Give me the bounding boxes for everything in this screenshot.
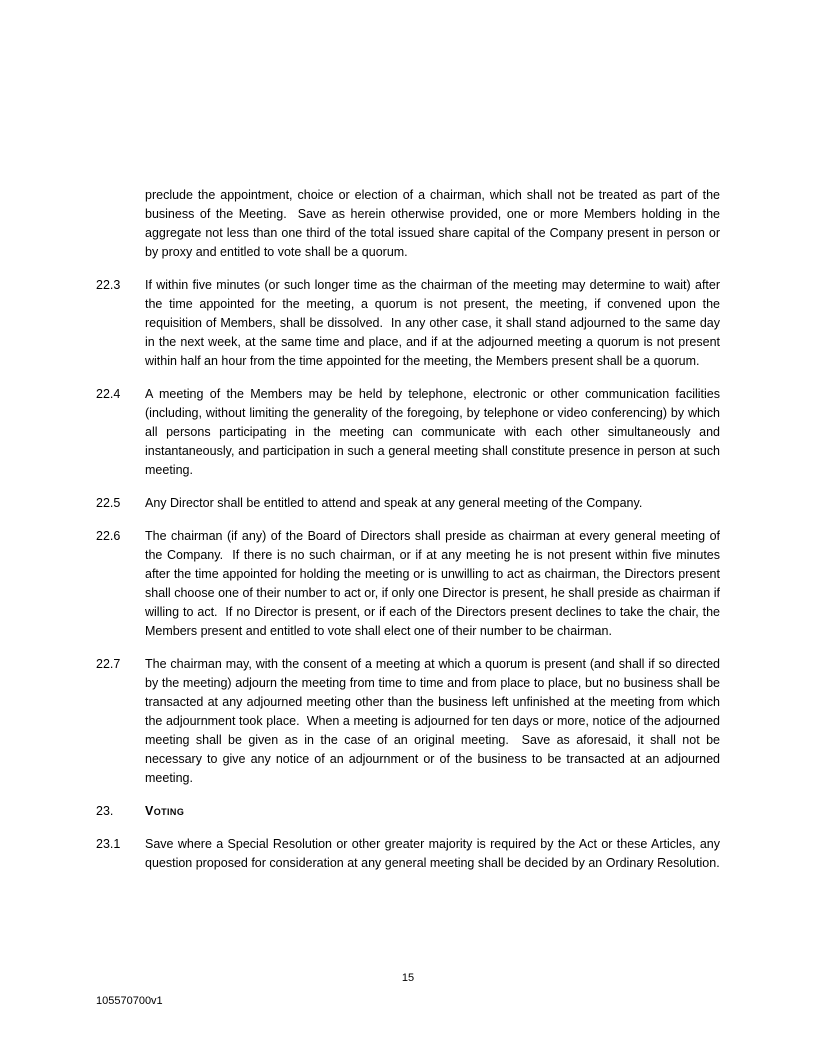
clause-text: Voting: [145, 804, 185, 818]
clause-list: [96, 276, 724, 873]
clause-text: A meeting of the Members may be held by telephone, electronic or other communication facilities (including, without limiting the generality of the foregoing, by telephone or video conferencing) by which all persons participating in the meeting can communicate with each other simultaneously and instantaneously, and participation in such a general meeting shall constitute presence in person at such meeting.: [145, 387, 724, 477]
clause: [96, 527, 724, 641]
clause: [96, 276, 724, 371]
clause: [96, 655, 724, 788]
clause: [96, 494, 720, 513]
clause: [96, 835, 724, 873]
clause-text: Save where a Special Resolution or other greater majority is required by the Act or these Articles, any question proposed for consideration at any general meeting shall be decided by an Ordinary Resolution.: [145, 837, 724, 870]
document-body: [96, 186, 724, 887]
clause-number: 22.5: [96, 496, 121, 510]
clause: [96, 385, 724, 480]
clause-number: 23.1: [96, 837, 121, 851]
clause: [96, 802, 720, 821]
clause-text: The chairman may, with the consent of a meeting at which a quorum is present (and shall if so directed by the meeting) adjourn the meeting from time to time and from place to place, but no business shall be transacted at any adjourned meeting other than the business left unfinished at the meeting from which the adjournment took place. When a meeting is adjourned for ten days or more, notice of the adjourned meeting shall be given as in the case of an original meeting. Save as aforesaid, it shall not be necessary to give any notice of an adjournment or of the business to be transacted at an adjourned meeting.: [145, 657, 724, 785]
clause-number: 22.4: [96, 387, 121, 401]
clause-number: 23.: [96, 804, 114, 818]
clause-text: Any Director shall be entitled to attend and speak at any general meeting of the Company.: [145, 496, 643, 510]
clause-number: 22.3: [96, 278, 121, 292]
clause-text: If within five minutes (or such longer time as the chairman of the meeting may determine to wait) after the time appointed for the meeting, a quorum is not present, the meeting, if convened upon the requisition of Members, shall be dissolved. In any other case, it shall stand adjourned to the same day in the next week, at the same time and place, and if at the adjourned meeting a quorum is not present within half an hour from the time appointed for the meeting, the Members present shall be a quorum.: [145, 278, 724, 368]
clause-text: The chairman (if any) of the Board of Directors shall preside as chairman at every general meeting of the Company. If there is no such chairman, or if at any meeting he is not present within five minutes after the time appointed for holding the meeting or is unwilling to act as chairman, the Directors present shall choose one of their number to act or, if only one Director is present, he shall preside as chairman if willing to act. If no Director is present, or if each of the Directors present declines to take the chair, the Members present and entitled to vote shall elect one of their number to be chairman.: [145, 529, 724, 638]
clause-number: 22.6: [96, 529, 121, 543]
lead-paragraph: preclude the appointment, choice or election of a chairman, which shall not be treated as part of the business of the Meeting. Save as herein otherwise provided, one or more Members holding in the aggregate not less than one third of the total issued share capital of the Company present in person or by proxy and entitled to vote shall be a quorum.: [145, 188, 724, 259]
document-id-footer: 105570700v1: [96, 995, 163, 1007]
clause-number: 22.7: [96, 657, 121, 671]
page-number: 15: [401, 972, 415, 984]
